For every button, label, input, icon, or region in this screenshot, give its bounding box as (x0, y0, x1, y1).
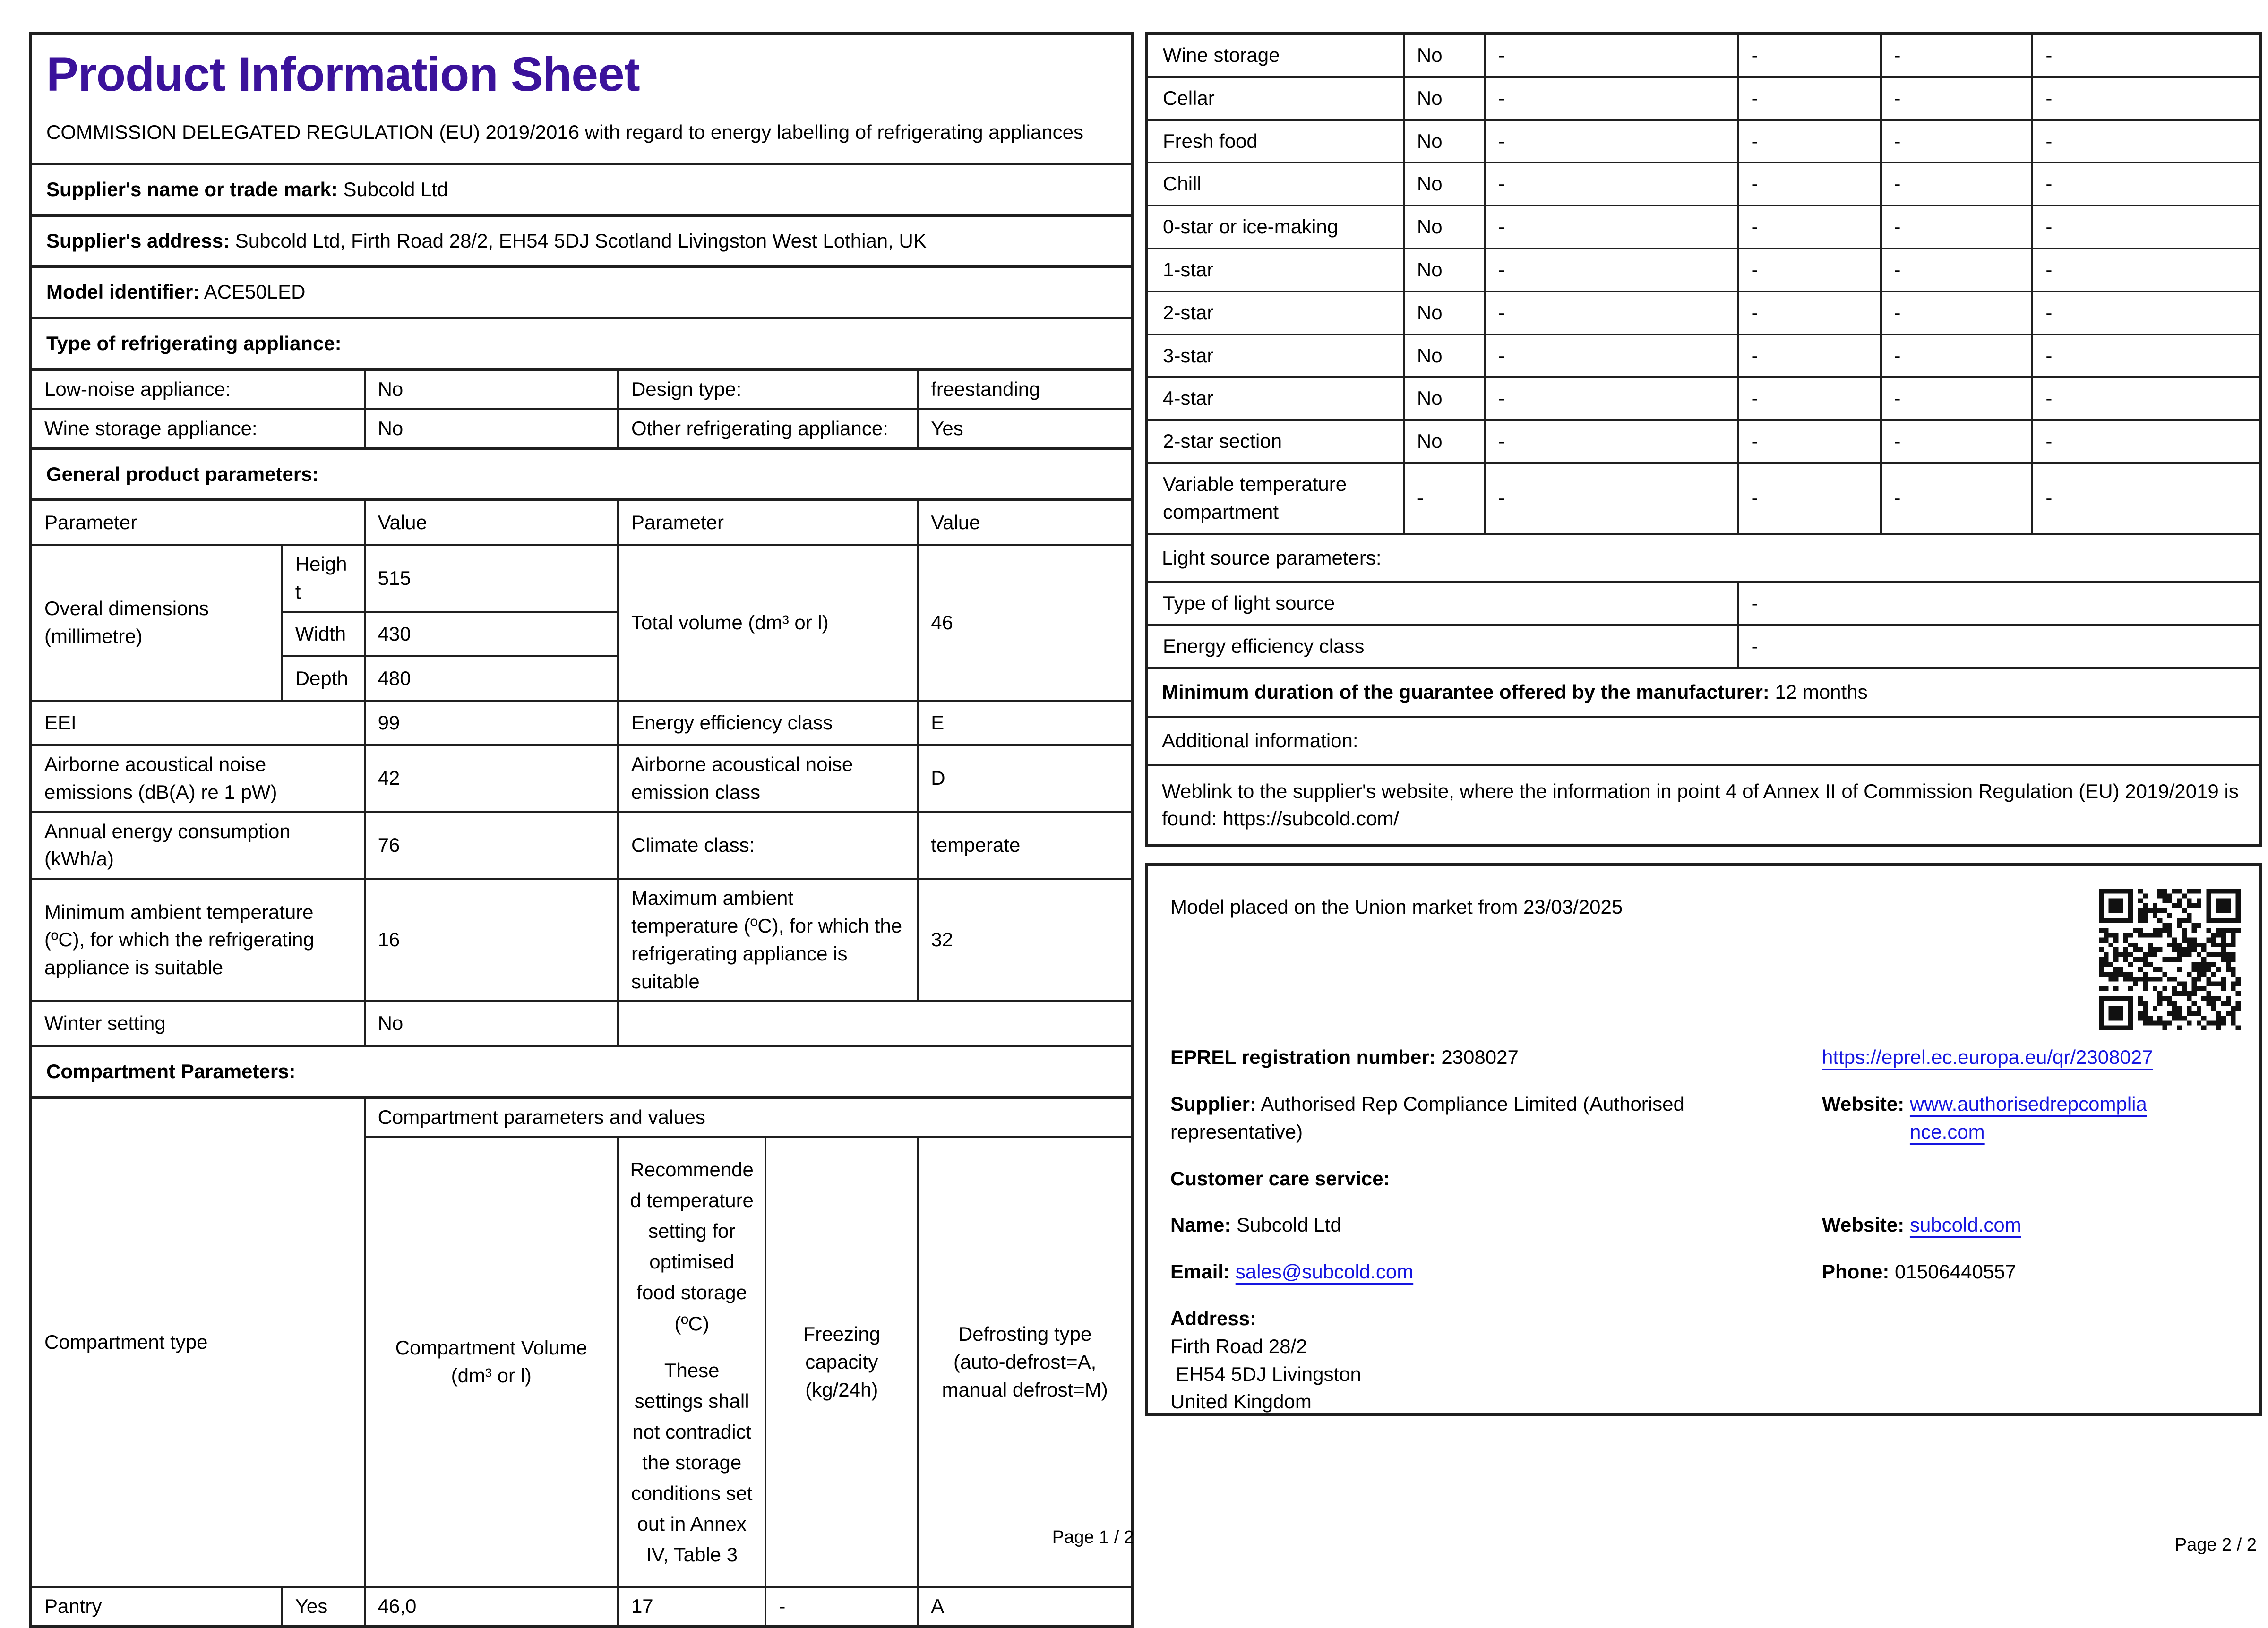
appliance-type-table (29, 368, 1134, 450)
light-energy-class-label: Energy efficiency class (1146, 625, 1738, 668)
design-type-label: Design type: (618, 369, 918, 409)
dash-cell: - (1881, 120, 2033, 163)
contact-row (1170, 1258, 2241, 1286)
eprel-link[interactable]: https://eprel.ec.europa.eu/qr/2308027 (1822, 1046, 2153, 1069)
light-source-type-label: Type of light source (1146, 582, 1738, 625)
climate-class-label: Climate class: (618, 812, 918, 879)
noise-emission-label: Airborne acoustical noise emissions (dB(A) re 1 pW) (31, 745, 365, 812)
dash-cell: - (1738, 34, 1881, 77)
model-identifier-value: ACE50LED (204, 281, 306, 303)
freezing-capacity-value: - (765, 1587, 918, 1627)
guarantee-value: 12 months (1775, 680, 1868, 703)
dash-cell: - (1881, 463, 2033, 534)
dash-cell: - (1485, 34, 1738, 77)
noise-emission-value: 42 (365, 745, 618, 812)
dimension-height-label: Height (282, 545, 365, 612)
dash-cell: - (2032, 34, 2261, 77)
compartment-presence-row (1146, 420, 2261, 463)
dash-cell: - (1738, 334, 1881, 377)
empty-cell (618, 1001, 1133, 1046)
dimension-depth-label: Depth (282, 656, 365, 701)
compartment-label: Variable temperature compartment (1146, 463, 1404, 534)
phone-value: 01506440557 (1895, 1260, 2016, 1283)
dash-cell: - (2032, 291, 2261, 334)
light-source-header: Light source parameters: (1146, 534, 2261, 583)
winter-setting-value: No (365, 1001, 618, 1046)
phone-label: Phone: (1822, 1260, 1890, 1283)
compartment-label: 1-star (1146, 248, 1404, 291)
supplier-row (1170, 1090, 2241, 1146)
dash-cell: - (1485, 120, 1738, 163)
compartment-presence-row (1146, 334, 2261, 377)
dash-cell: - (1881, 206, 2033, 248)
eprel-row (1170, 1044, 2241, 1071)
dash-cell: - (1738, 420, 1881, 463)
dash-cell: - (1485, 420, 1738, 463)
dash-cell: - (1881, 163, 2033, 206)
table-row (31, 1001, 1133, 1046)
presence-value: No (1404, 248, 1485, 291)
compartment-span-header: Compartment parameters and values (365, 1097, 1133, 1137)
compartment-parameters-header: Compartment Parameters: (29, 1045, 1134, 1099)
compartment-row (31, 1587, 1133, 1627)
care-name-label: Name: (1170, 1214, 1231, 1236)
page-title: Product Information Sheet (46, 47, 640, 101)
care-website-link[interactable]: subcold.com (1909, 1214, 2021, 1236)
address-line: EH54 5DJ Livingston (1170, 1362, 1361, 1385)
column-header: Parameter (31, 500, 365, 545)
compartment-label: Wine storage (1146, 34, 1404, 77)
dash-cell: - (1881, 248, 2033, 291)
energy-class-label: Energy efficiency class (618, 701, 918, 745)
table-row (31, 879, 1133, 1001)
dash-cell: - (1485, 377, 1738, 420)
market-row (1170, 887, 2241, 1030)
table-row (31, 745, 1133, 812)
compartment-presence-row (1146, 248, 2261, 291)
compartment-present-value: Yes (282, 1587, 365, 1627)
weblink-row (1146, 765, 2261, 846)
total-volume-label: Total volume (dm³ or l) (618, 545, 918, 701)
table-row (31, 409, 1133, 449)
table-row (1146, 582, 2261, 625)
eprel-number: 2308027 (1441, 1046, 1519, 1069)
compartment-presence-row (1146, 463, 2261, 534)
other-appliance-value: Yes (918, 409, 1133, 449)
additional-information-header: Additional information: (1146, 717, 2261, 765)
dash-cell: - (1881, 291, 2033, 334)
table-row (31, 500, 1133, 545)
dash-cell: - (1738, 163, 1881, 206)
supplier-address-value: Subcold Ltd, Firth Road 28/2, EH54 5DJ Scotland Livingston West Lothian, UK (235, 229, 927, 252)
general-parameters-table (29, 498, 1134, 1047)
qr-code (2099, 889, 2241, 1030)
dash-cell: - (2032, 420, 2261, 463)
compartment-label: Chill (1146, 163, 1404, 206)
low-noise-value: No (365, 369, 618, 409)
email-link[interactable]: sales@subcold.com (1235, 1260, 1414, 1283)
light-source-type-value: - (1738, 582, 2261, 625)
supplier-name-row (29, 163, 1134, 217)
table-row (31, 545, 1133, 612)
min-ambient-value: 16 (365, 879, 618, 1001)
light-energy-class-value: - (1738, 625, 2261, 668)
supplier-label: Supplier: (1170, 1092, 1257, 1115)
eei-value: 99 (365, 701, 618, 745)
model-identifier-label: Model identifier: (46, 281, 200, 303)
address-line: Firth Road 28/2 (1170, 1335, 1307, 1357)
table-row (1146, 625, 2261, 668)
regulation-subtitle: COMMISSION DELEGATED REGULATION (EU) 2019/2016 with regard to energy labelling of refrigerating appliances (46, 121, 1084, 144)
dash-cell: - (1881, 77, 2033, 120)
presence-value: No (1404, 206, 1485, 248)
presence-value: No (1404, 163, 1485, 206)
eprel-label: EPREL registration number: (1170, 1046, 1436, 1069)
dash-cell: - (1738, 248, 1881, 291)
email-label: Email: (1170, 1260, 1230, 1283)
table-row (31, 1097, 1133, 1137)
dash-cell: - (1485, 248, 1738, 291)
compartment-type-value: Pantry (31, 1587, 282, 1627)
dash-cell: - (1881, 377, 2033, 420)
total-volume-value: 46 (918, 545, 1133, 701)
registration-box (1145, 863, 2262, 1416)
dash-cell: - (1881, 420, 2033, 463)
market-text: Model placed on the Union market from 23/03/2025 (1170, 896, 1623, 918)
customer-care-header: Customer care service: (1170, 1167, 1390, 1190)
recommended-temp-value: 17 (618, 1587, 765, 1627)
min-ambient-label: Minimum ambient temperature (ºC), for which the refrigerating appliance is suitable (31, 879, 365, 1001)
address-block (1170, 1305, 2241, 1416)
dash-cell: - (2032, 163, 2261, 206)
supplier-address-row (29, 214, 1134, 268)
dash-cell: - (1738, 463, 1881, 534)
low-noise-label: Low-noise appliance: (31, 369, 365, 409)
dash-cell: - (2032, 206, 2261, 248)
climate-class-value: temperate (918, 812, 1133, 879)
address-line: United Kingdom (1170, 1390, 1312, 1413)
compartment-type-header: Compartment type (31, 1097, 365, 1587)
care-name-value: Subcold Ltd (1237, 1214, 1341, 1236)
compartment-volume-header: Compartment Volume (dm³ or l) (365, 1137, 618, 1587)
table-row (1146, 765, 2261, 846)
column-header: Value (365, 500, 618, 545)
dash-cell: - (1485, 334, 1738, 377)
freezing-capacity-header: Freezing capacity (kg/24h) (765, 1137, 918, 1587)
dimension-width-value: 430 (365, 612, 618, 656)
dash-cell: - (2032, 377, 2261, 420)
column-header: Parameter (618, 500, 918, 545)
dash-cell: - (1738, 377, 1881, 420)
dash-cell: - (2032, 334, 2261, 377)
dash-cell: - (1485, 463, 1738, 534)
page-1-footer: Page 1 / 2 (1052, 1527, 1134, 1547)
wine-storage-label: Wine storage appliance: (31, 409, 365, 449)
compartment-label: Fresh food (1146, 120, 1404, 163)
dash-cell: - (1738, 120, 1881, 163)
dash-cell: - (1485, 291, 1738, 334)
table-row (31, 812, 1133, 879)
type-of-appliance-header: Type of refrigerating appliance: (29, 317, 1134, 371)
defrosting-type-header: Defrosting type (auto-defrost=A, manual defrost=M) (918, 1137, 1133, 1587)
compartment-volume-value: 46,0 (365, 1587, 618, 1627)
dash-cell: - (1738, 206, 1881, 248)
recommended-temp-header: Recommended temperature setting for optimised food storage (ºC) These settings shall not contradict the storage conditions set out in Annex IV, Table 3 (618, 1137, 765, 1587)
supplier-name-value: Subcold Ltd (343, 178, 448, 200)
dash-cell: - (1881, 34, 2033, 77)
weblink-text: Weblink to the supplier's website, where the information in point 4 of Annex II of Commission Regulation (EU) 2019/2019 is found: (1162, 780, 2239, 830)
compartment-label: Cellar (1146, 77, 1404, 120)
compartment-label: 3-star (1146, 334, 1404, 377)
dash-cell: - (2032, 77, 2261, 120)
model-identifier-row (29, 265, 1134, 319)
supplier-name-label: Supplier's name or trade mark: (46, 178, 338, 200)
noise-class-label: Airborne acoustical noise emission class (618, 745, 918, 812)
presence-value: No (1404, 334, 1485, 377)
presence-value: No (1404, 291, 1485, 334)
dimension-height-value: 515 (365, 545, 618, 612)
table-row (1146, 717, 2261, 765)
dash-cell: - (2032, 463, 2261, 534)
care-name-row (1170, 1211, 2241, 1239)
design-type-value: freestanding (918, 369, 1133, 409)
presence-value: No (1404, 120, 1485, 163)
max-ambient-label: Maximum ambient temperature (ºC), for which the refrigerating appliance is suitable (618, 879, 918, 1001)
website-label: Website: (1822, 1092, 1905, 1115)
dash-cell: - (1738, 291, 1881, 334)
address-label: Address: (1170, 1307, 1257, 1329)
dimension-width-label: Width (282, 612, 365, 656)
page-2-footer: Page 2 / 2 (2174, 1535, 2257, 1555)
presence-value: No (1404, 77, 1485, 120)
eei-label: EEI (31, 701, 365, 745)
title-section (29, 32, 1134, 165)
dash-cell: - (1881, 334, 2033, 377)
compartment-label: 4-star (1146, 377, 1404, 420)
presence-value: - (1404, 463, 1485, 534)
dash-cell: - (1485, 163, 1738, 206)
dash-cell: - (2032, 248, 2261, 291)
wine-storage-value: No (365, 409, 618, 449)
dimensions-label: Overal dimensions (millimetre) (31, 545, 282, 701)
compartment-presence-table (1145, 32, 2262, 847)
compartment-label: 2-star (1146, 291, 1404, 334)
compartment-label: 2-star section (1146, 420, 1404, 463)
energy-class-value: E (918, 701, 1133, 745)
dash-cell: - (1485, 77, 1738, 120)
compartment-label: 0-star or ice-making (1146, 206, 1404, 248)
compartment-presence-row (1146, 206, 2261, 248)
weblink-url: https://subcold.com/ (1222, 807, 1399, 830)
defrosting-type-value: A (918, 1587, 1133, 1627)
dimension-depth-value: 480 (365, 656, 618, 701)
supplier-website-link[interactable]: www.authorisedrepcompliance.com (1909, 1092, 2147, 1143)
presence-value: No (1404, 420, 1485, 463)
table-row (31, 369, 1133, 409)
other-appliance-label: Other refrigerating appliance: (618, 409, 918, 449)
supplier-value: Authorised Rep Compliance Limited (Authorised representative) (1170, 1092, 1684, 1143)
presence-value: No (1404, 377, 1485, 420)
noise-class-value: D (918, 745, 1133, 812)
table-row (1146, 668, 2261, 717)
presence-value: No (1404, 34, 1485, 77)
page-1 (29, 32, 1134, 1628)
winter-setting-label: Winter setting (31, 1001, 365, 1046)
compartment-presence-row (1146, 77, 2261, 120)
dash-cell: - (1485, 206, 1738, 248)
guarantee-row (1146, 668, 2261, 717)
max-ambient-value: 32 (918, 879, 1133, 1001)
compartment-presence-row (1146, 377, 2261, 420)
page-2 (1145, 32, 2262, 1416)
annual-energy-value: 76 (365, 812, 618, 879)
dash-cell: - (1738, 77, 1881, 120)
column-header: Value (918, 500, 1133, 545)
table-row (1146, 534, 2261, 583)
table-row (31, 701, 1133, 745)
compartment-presence-row (1146, 34, 2261, 77)
annual-energy-label: Annual energy consumption (kWh/a) (31, 812, 365, 879)
general-parameters-header: General product parameters: (29, 447, 1134, 502)
compartment-presence-row (1146, 291, 2261, 334)
guarantee-label: Minimum duration of the guarantee offered by the manufacturer: (1162, 680, 1770, 703)
dash-cell: - (2032, 120, 2261, 163)
compartment-presence-row (1146, 120, 2261, 163)
supplier-address-label: Supplier's address: (46, 229, 230, 252)
care-website-label: Website: (1822, 1214, 1905, 1236)
compartment-presence-row (1146, 163, 2261, 206)
